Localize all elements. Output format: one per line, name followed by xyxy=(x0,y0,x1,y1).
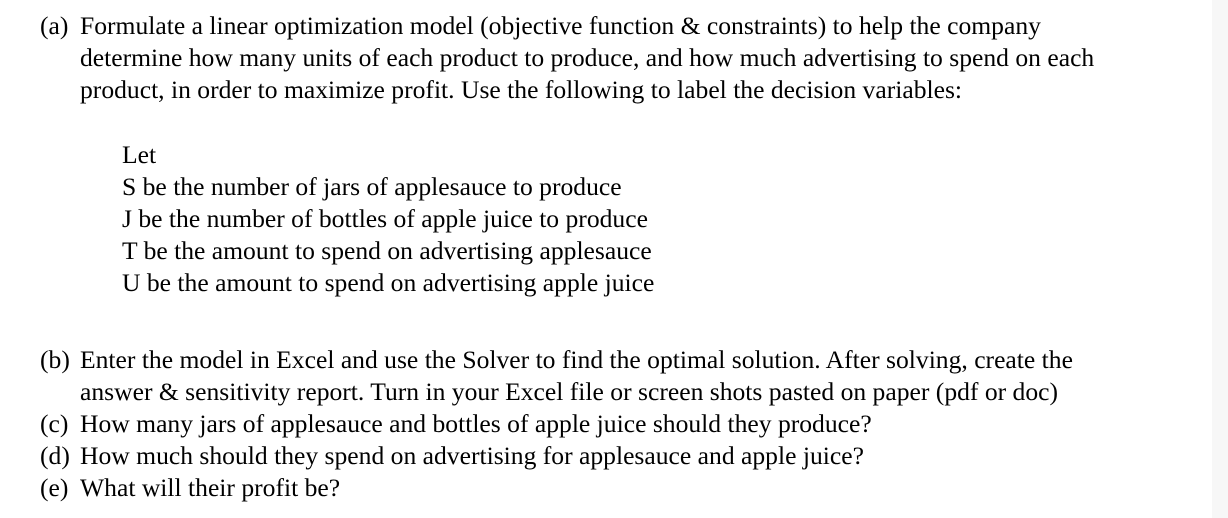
decision-variables xyxy=(122,139,654,299)
variable-t: T be the amount to spend on advertising applesauce xyxy=(122,236,652,265)
variable-s: S be the number of jars of applesauce to produce xyxy=(122,172,622,201)
question-a xyxy=(40,10,1210,106)
question-a-line-2: determine how many units of each product to produce, and how much advertising to spend on each xyxy=(80,43,1095,72)
question-d xyxy=(40,440,1210,472)
question-b-label: (b) xyxy=(40,345,70,374)
page-edge xyxy=(1212,0,1228,518)
question-d-text: How much should they spend on advertising for applesauce and apple juice? xyxy=(80,441,864,470)
variable-j: J be the number of bottles of apple juice to produce xyxy=(122,204,648,233)
question-e xyxy=(40,472,1210,504)
question-d-label: (d) xyxy=(40,441,70,470)
variable-u: U be the amount to spend on advertising apple juice xyxy=(122,268,655,297)
question-b-line-1: Enter the model in Excel and use the Solver to find the optimal solution. After solving, create the xyxy=(80,345,1073,374)
question-a-line-1: Formulate a linear optimization model (objective function & constraints) to help the company xyxy=(80,11,1041,40)
let-intro: Let xyxy=(122,140,157,169)
question-c-text: How many jars of applesauce and bottles of apple juice should they produce? xyxy=(80,409,872,438)
question-b-line-2: answer & sensitivity report. Turn in your Excel file or screen shots pasted on paper (pdf or doc) xyxy=(80,377,1059,406)
question-e-label: (e) xyxy=(40,473,69,502)
question-a-label: (a) xyxy=(40,11,69,40)
question-c-label: (c) xyxy=(40,409,69,438)
question-a-line-3: product, in order to maximize profit. Use the following to label the decision variables: xyxy=(80,75,963,104)
question-b xyxy=(40,344,1210,408)
question-e-text: What will their profit be? xyxy=(80,473,341,502)
question-c xyxy=(40,408,1210,440)
